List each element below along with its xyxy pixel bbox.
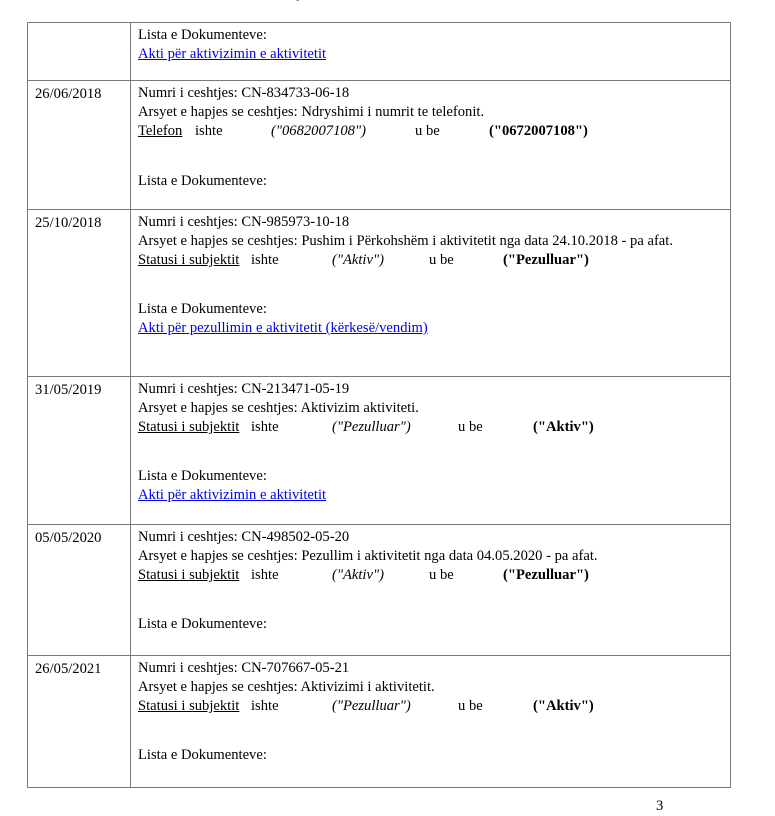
case-reason: Arsyet e hapjes se ceshtjes: Ndryshimi i numrit te telefonit. <box>138 104 485 120</box>
was-label: ishte <box>251 419 279 435</box>
page-header <box>0 0 775 2</box>
case-number: Numri i ceshtjes: CN-213471-05-19 <box>138 381 350 397</box>
case-reason: Arsyet e hapjes se ceshtjes: Pushim i Përkohshëm i aktivitetit nga data 24.10.2018 - pa afat. <box>138 233 673 249</box>
case-date: 25/10/2018 <box>35 215 102 231</box>
content-cell <box>131 377 731 525</box>
case-reason: Arsyet e hapjes se ceshtjes: Aktivizim aktiviteti. <box>138 400 419 416</box>
field-change <box>138 566 730 585</box>
table-row <box>28 525 731 656</box>
old-value: ("Pezulluar") <box>332 419 411 435</box>
case-date: 26/06/2018 <box>35 86 102 102</box>
date-cell <box>28 23 131 81</box>
documents-label: Lista e Dokumenteve: <box>138 468 267 484</box>
was-label: ishte <box>251 567 279 583</box>
case-number: Numri i ceshtjes: CN-498502-05-20 <box>138 529 350 545</box>
table-row <box>28 81 731 210</box>
field-change <box>138 251 730 270</box>
case-number: Numri i ceshtjes: CN-707667-05-21 <box>138 660 350 676</box>
new-value: ("0672007108") <box>489 123 588 139</box>
case-number: Numri i ceshtjes: CN-834733-06-18 <box>138 85 350 101</box>
field-change <box>138 122 730 141</box>
old-value: ("Aktiv") <box>332 567 384 583</box>
case-reason: Arsyet e hapjes se ceshtjes: Pezullim i aktivitetit nga data 04.05.2020 - pa afat. <box>138 548 598 564</box>
document-link[interactable]: Akti për aktivizimin e aktivitetit <box>138 487 327 503</box>
case-number: Numri i ceshtjes: CN-985973-10-18 <box>138 214 350 230</box>
became-label: u be <box>415 123 440 139</box>
new-value: ("Pezulluar") <box>503 567 589 583</box>
case-history-table <box>27 22 731 788</box>
new-value: ("Pezulluar") <box>503 252 589 268</box>
table-row <box>28 210 731 377</box>
date-cell <box>28 210 131 377</box>
field-change <box>138 418 730 437</box>
documents-label: Lista e Dokumenteve: <box>138 301 267 317</box>
document-link[interactable]: Akti për aktivizimin e aktivitetit <box>138 46 327 62</box>
field-change <box>138 697 730 716</box>
documents-label: Lista e Dokumenteve: <box>138 173 267 189</box>
became-label: u be <box>458 698 483 714</box>
case-date: 26/05/2021 <box>35 661 102 677</box>
old-value: ("Aktiv") <box>332 252 384 268</box>
case-date: 05/05/2020 <box>35 530 102 546</box>
documents-label: Lista e Dokumenteve: <box>138 27 267 43</box>
table-row <box>28 656 731 788</box>
old-value: ("Pezulluar") <box>332 698 411 714</box>
became-label: u be <box>458 419 483 435</box>
page-number: 3 <box>656 798 664 814</box>
case-date <box>28 23 130 27</box>
table-row <box>28 377 731 525</box>
content-cell <box>131 23 731 81</box>
old-value: ("0682007108") <box>271 123 366 139</box>
changed-field: Statusi i subjektit <box>138 252 240 268</box>
document-link[interactable]: Akti për pezullimin e aktivitetit (kërkesë/vendim) <box>138 320 428 336</box>
date-cell <box>28 656 131 788</box>
content-cell <box>131 81 731 210</box>
date-cell <box>28 377 131 525</box>
was-label: ishte <box>195 123 223 139</box>
date-cell <box>28 525 131 656</box>
content-cell <box>131 525 731 656</box>
changed-field: Telefon <box>138 123 183 139</box>
new-value: ("Aktiv") <box>533 698 594 714</box>
date-cell <box>28 81 131 210</box>
changed-field: Statusi i subjektit <box>138 567 240 583</box>
documents-label: Lista e Dokumenteve: <box>138 616 267 632</box>
documents-label: Lista e Dokumenteve: <box>138 747 267 763</box>
case-date: 31/05/2019 <box>35 382 102 398</box>
was-label: ishte <box>251 698 279 714</box>
content-cell <box>131 656 731 788</box>
became-label: u be <box>429 567 454 583</box>
became-label: u be <box>429 252 454 268</box>
new-value: ("Aktiv") <box>533 419 594 435</box>
changed-field: Statusi i subjektit <box>138 698 240 714</box>
case-reason: Arsyet e hapjes se ceshtjes: Aktivizimi i aktivitetit. <box>138 679 435 695</box>
table-row <box>28 23 731 81</box>
changed-field: Statusi i subjektit <box>138 419 240 435</box>
was-label: ishte <box>251 252 279 268</box>
content-cell <box>131 210 731 377</box>
